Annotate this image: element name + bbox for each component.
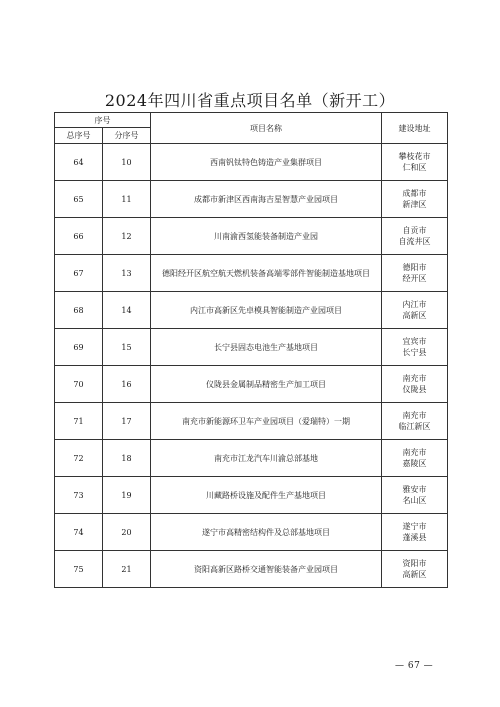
table-row bbox=[55, 366, 448, 403]
location-cell bbox=[382, 292, 448, 329]
table-row bbox=[55, 551, 448, 588]
total-number-cell: 69 bbox=[55, 329, 103, 366]
project-name-cell: 南充市新能源环卫车产业园项目（爱瑞特）一期 bbox=[151, 403, 382, 440]
location-district: 新津区 bbox=[402, 200, 427, 209]
location-city: 自贡市 bbox=[402, 226, 427, 235]
table-row bbox=[55, 181, 448, 218]
project-name-cell: 德阳经开区航空航天燃机装备高端零部件智能制造基地项目 bbox=[151, 255, 382, 292]
project-name-cell: 西南钒钛特色铸造产业集群项目 bbox=[151, 144, 382, 181]
sub-number-cell: 16 bbox=[103, 366, 151, 403]
sub-number-cell: 17 bbox=[103, 403, 151, 440]
location-district: 临江新区 bbox=[398, 422, 431, 431]
location-cell bbox=[382, 403, 448, 440]
total-number-cell: 64 bbox=[55, 144, 103, 181]
project-name-cell: 资阳高新区路桥交通智能装备产业园项目 bbox=[151, 551, 382, 588]
header-total-number: 总序号 bbox=[55, 128, 103, 144]
header-serial-group: 序号 bbox=[55, 113, 151, 128]
page-number: — 67 — bbox=[395, 661, 434, 671]
total-number-cell: 74 bbox=[55, 514, 103, 551]
project-name-cell: 长宁县固态电池生产基地项目 bbox=[151, 329, 382, 366]
location-cell bbox=[382, 477, 448, 514]
location-district: 长宁县 bbox=[402, 348, 427, 357]
table-row bbox=[55, 403, 448, 440]
location-cell bbox=[382, 255, 448, 292]
sub-number-cell: 15 bbox=[103, 329, 151, 366]
location-cell bbox=[382, 366, 448, 403]
sub-number-cell: 12 bbox=[103, 218, 151, 255]
total-number-cell: 68 bbox=[55, 292, 103, 329]
table-row bbox=[55, 218, 448, 255]
header-sub-number: 分序号 bbox=[103, 128, 151, 144]
location-city: 成都市 bbox=[402, 189, 427, 198]
project-name-cell: 内江市高新区先卓模具智能制造产业园项目 bbox=[151, 292, 382, 329]
location-district: 高新区 bbox=[402, 311, 427, 320]
total-number-cell: 71 bbox=[55, 403, 103, 440]
location-district: 蓬溪县 bbox=[402, 533, 427, 542]
location-cell bbox=[382, 551, 448, 588]
location-city: 雅安市 bbox=[402, 485, 427, 494]
location-district: 仁和区 bbox=[402, 163, 427, 172]
project-name-cell: 川南渝西氢能装备制造产业园 bbox=[151, 218, 382, 255]
sub-number-cell: 20 bbox=[103, 514, 151, 551]
table-row bbox=[55, 292, 448, 329]
project-name-cell: 成都市新津区西南海吉星智慧产业园项目 bbox=[151, 181, 382, 218]
sub-number-cell: 14 bbox=[103, 292, 151, 329]
sub-number-cell: 13 bbox=[103, 255, 151, 292]
sub-number-cell: 10 bbox=[103, 144, 151, 181]
location-city: 内江市 bbox=[402, 300, 427, 309]
location-city: 南充市 bbox=[402, 411, 427, 420]
header-location: 建设地址 bbox=[382, 113, 448, 144]
project-table bbox=[54, 112, 448, 588]
location-cell bbox=[382, 218, 448, 255]
sub-number-cell: 18 bbox=[103, 440, 151, 477]
location-cell bbox=[382, 514, 448, 551]
location-district: 名山区 bbox=[402, 496, 427, 505]
total-number-cell: 72 bbox=[55, 440, 103, 477]
table-row bbox=[55, 440, 448, 477]
project-name-cell: 川藏路桥设施及配件生产基地项目 bbox=[151, 477, 382, 514]
table-row bbox=[55, 514, 448, 551]
location-city: 南充市 bbox=[402, 374, 427, 383]
project-name-cell: 南充市江龙汽车川渝总部基地 bbox=[151, 440, 382, 477]
document-title: 2024年四川省重点项目名单（新开工） bbox=[104, 91, 396, 110]
location-city: 攀枝花市 bbox=[398, 152, 431, 161]
table-row bbox=[55, 477, 448, 514]
location-district: 仪陇县 bbox=[402, 385, 427, 394]
location-cell bbox=[382, 329, 448, 366]
sub-number-cell: 11 bbox=[103, 181, 151, 218]
location-cell bbox=[382, 440, 448, 477]
location-cell bbox=[382, 181, 448, 218]
location-district: 经开区 bbox=[402, 274, 427, 283]
total-number-cell: 65 bbox=[55, 181, 103, 218]
table-row bbox=[55, 255, 448, 292]
header-project-name: 项目名称 bbox=[151, 113, 382, 144]
total-number-cell: 75 bbox=[55, 551, 103, 588]
sub-number-cell: 21 bbox=[103, 551, 151, 588]
location-cell bbox=[382, 144, 448, 181]
location-city: 宜宾市 bbox=[402, 337, 427, 346]
total-number-cell: 67 bbox=[55, 255, 103, 292]
location-district: 自流井区 bbox=[398, 237, 431, 246]
project-name-cell: 仪陇县金属制品精密生产加工项目 bbox=[151, 366, 382, 403]
project-name-cell: 遂宁市高精密结构件及总部基地项目 bbox=[151, 514, 382, 551]
location-district: 高新区 bbox=[402, 570, 427, 579]
location-city: 德阳市 bbox=[402, 263, 427, 272]
table-row bbox=[55, 329, 448, 366]
total-number-cell: 70 bbox=[55, 366, 103, 403]
table-row bbox=[55, 144, 448, 181]
total-number-cell: 73 bbox=[55, 477, 103, 514]
sub-number-cell: 19 bbox=[103, 477, 151, 514]
location-city: 南充市 bbox=[402, 448, 427, 457]
total-number-cell: 66 bbox=[55, 218, 103, 255]
location-district: 嘉陵区 bbox=[402, 459, 427, 468]
location-city: 遂宁市 bbox=[402, 522, 427, 531]
location-city: 资阳市 bbox=[402, 559, 427, 568]
